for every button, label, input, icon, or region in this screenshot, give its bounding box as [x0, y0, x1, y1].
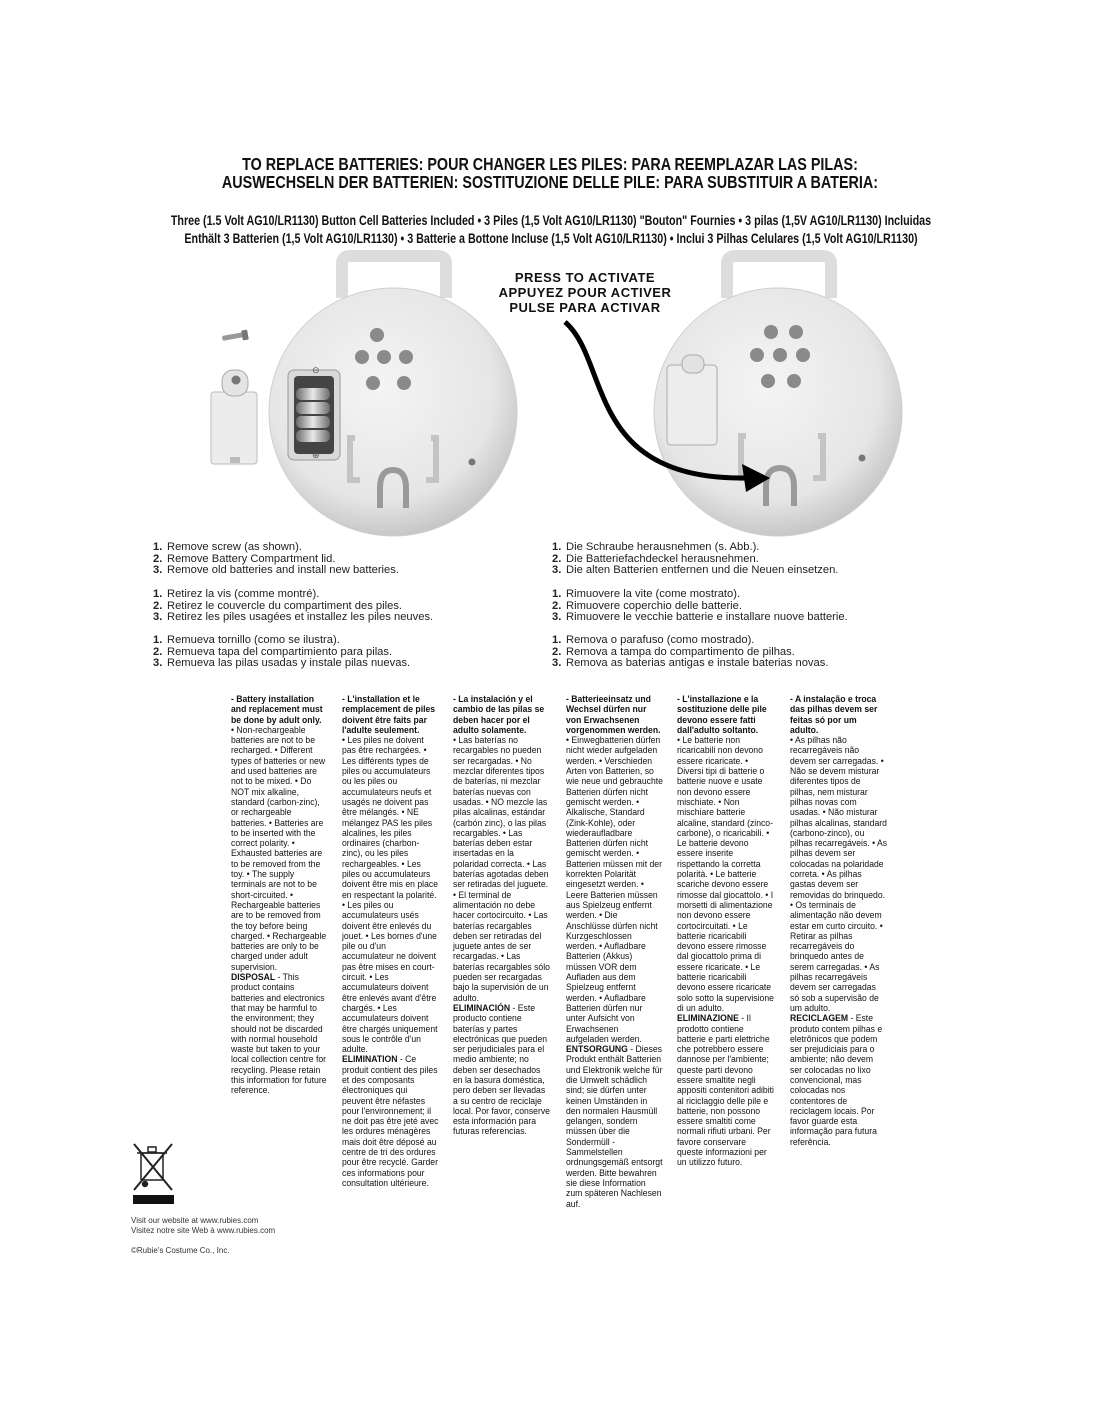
warning-column-portuguese: - A instalação e troca das pilhas devem ser feitas só por um adulto. • As pilhas não recarregáveis não devem ser carregadas. • Não se devem misturar diferentes tipos de pilhas, nem misturar pilhas novas com usadas. • Não misturar pilhas alcalinas, standard (carbono-zinco), ou pilhas recarregáveis. • As pilhas devem ser colocadas na polaridade correta. • As pilhas gastas devem ser removidas do brinquedo. • Os terminais de alimentação não devem estar em curto circuito. • Retirar as pilhas recarregáveis do brinquedo antes de serem carregadas. • As pilhas recarregáveis devem ser carregadas só sob a supervisão de um adulto. RECICLAGEM - Este produto contem pilhas e eletrônicos que podem ser prejudiciais para o ambiente; não devem ser colocadas no lixo convencional, mas colocadas nos contentores de reciclagem locais. Por favor guarde esta informação para futura referência.: [790, 694, 888, 1148]
steps-italian: 1. Rimuovere la vite (come mostrato). 2. Rimuovere coperchio delle batterie. 3. Rimuovere le vecchie batterie e installare nuove batterie.: [552, 588, 848, 623]
press-to-activate-label: PRESS TO ACTIVATE APPUYEZ POUR ACTIVER PULSE PARA ACTIVAR: [498, 270, 672, 316]
website-note: Visit our website at www.rubies.com Visitez notre site Web à www.rubies.com: [131, 1216, 276, 1235]
warning-column-french: - L'installation et le remplacement de piles doivent être faits par l'adulte seulement. • Les piles ne doivent pas être rechargées. • Les différents types de piles ou accumulateurs ou les piles ou accumulateurs neufs et usagés ne doivent pas être mélangés. • NE mélangez PAS les piles alcalines, les piles ordinaires (charbon-zinc), ou les piles rechargeables. • Les piles ou accumulateurs doivent être mis en place en respectant la polarité. • Les piles ou accumulateurs usés doivent être enlevés du jouet. • Les bornes d'une pile ou d'un accumulateur ne doivent pas être mises en court-circuit. • Les accumulateurs doivent être enlevés avant d'être chargés. • Les accumulateurs doivent être chargés uniquement sous le contrôle d'un adulte. ELIMINATION - Ce produit contient des piles et des composants électroniques qui peuvent être néfastes pour l'environnement; il ne doit pas être jeté avec les ordures ménagères mais doit être déposé au centre de tri des ordures pour être recyclé. Garder ces informations pour consultation ultérieure.: [342, 694, 439, 1189]
warning-column-italian: - L'installazione e la sostituzione delle pile devono essere fatti dall'adulto soltanto. • Le batterie non ricaricabili non devono essere ricaricate. • Diversi tipi di batterie o batterie nuove e usate non devono essere mischiate. • Non mischiare batterie alcaline, standard (zinco-carbone), o ricaricabili. • Le batterie devono essere inserite rispettando la corretta polarità. • Le batterie scariche devono essere rimosse dal giocattolo. • I morsetti di alimentazione non devono essere cortocircuitati. • Le batterie ricaricabili devono essere rimosse dal giocattolo prima di essere ricaricate. • Le batterie ricaricabili devono essere ricaricate solo sotto la supervisione di un adulto. ELIMINAZIONE - Il prodotto contiene batterie e parti elettriche che potrebbero essere dannose per l'ambiente; queste parti devono essere smaltite negli appositi contenitori adibiti al riciclaggio delle pile e batterie, non possono essere smaltiti come normali rifiuti urbani. Per favore conservare queste informazioni per un utilizzo futuro.: [677, 694, 774, 1169]
device-closed: [654, 256, 902, 536]
warning-column-english: - Battery installation and replacement must be done by adult only. • Non-rechargeable batteries are not to be recharged. • Different types of batteries or new and used batteries are not to be mixed. • Do NOT mix alkaline, standard (carbon-zinc), or rechargeable batteries. • Batteries are to be inserted with the correct polarity. • Exhausted batteries are to be removed from the toy. • The supply terminals are not to be short-circuited. • Rechargeable batteries are to be removed from the toy before being charged. • Rechargeable batteries are only to be charged under adult supervision. DISPOSAL - This product contains batteries and electronics that may be harmful to the environment; they should not be discarded with normal household waste but taken to your local collection centre for recycling. Please retain this information for future reference.: [231, 694, 327, 1097]
battery-lid-icon: [211, 370, 257, 464]
subtitle-line-2: Enthält 3 Batterien (1,5 Volt AG10/LR1130) • 3 Batterie a Bottone Incluse (1,5 Volt AG10/LR1130) • Inclui 3 Pilhas Celulares (1,5 Volt AG10/LR1130): [184, 231, 918, 246]
title-line-1: TO REPLACE BATTERIES: POUR CHANGER LES PILES: PARA REEMPLAZAR LAS PILAS:: [242, 154, 858, 174]
plus-symbol: ⊕: [312, 451, 320, 461]
copyright: ©Rubie's Costume Co., Inc.: [131, 1246, 230, 1255]
steps-portuguese: 1. Remova o parafuso (como mostrado). 2. Remova a tampa do compartimento de pilhas. 3. Remova as baterias antigas e instale baterias novas.: [552, 634, 829, 669]
minus-symbol: ⊖: [312, 366, 320, 376]
steps-english: 1. Remove screw (as shown). 2. Remove Battery Compartment lid. 3. Remove old batteries and install new batteries.: [153, 541, 399, 576]
warning-column-spanish: - La instalación y el cambio de las pilas se deben hacer por el adulto solamente. • Las baterías no recargables no pueden ser recargadas. • No mezclar diferentes tipos de baterías, ni mezclar baterías nuevas con usadas. • NO mezcle las pilas alcalinas, estándar (carbón zinc), o las pilas recargables. • Las baterías deben estar insertadas en la polaridad correcta. • Las baterías agotadas deben ser retiradas del juguete. • El terminal de alimentación no debe hacer cortocircuito. • Las baterías recargables deben ser retiradas del juguete antes de ser recargadas. • Las baterías recargables sólo pueden ser recargadas bajo la supervisión de un adulto. ELIMINACIÓN - Este producto contiene baterías y partes electrónicas que pueden ser perjudiciales para el medio ambiente; no deben ser desechados en la basura doméstica, pero deben ser llevadas a su centro de reciclaje local. Por favor, conserve esta información para futuras referencias.: [453, 694, 550, 1138]
crossed-out-wheelie-bin-icon: [133, 1144, 174, 1204]
subtitle-line-1: Three (1.5 Volt AG10/LR1130) Button Cell Batteries Included • 3 Piles (1,5 Volt AG10/LR1130) "Bouton" Fournies • 3 pilas (1,5V AG10/LR1130) Incluidas: [170, 213, 932, 228]
warning-column-german: - Batterieeinsatz und Wechsel dürfen nur von Erwachsenen vorgenommen werden. • Einwegbatterien dürfen nicht wieder aufgeladen werden. • Verschieden Arten von Batterien, so wie neue und gebrauchte Batterien dürfen nicht gemischt werden. • Alkalische, Standard (Zink-Kohle), oder wiederaufladbare Batterien dürfen nicht gemischt werden. • Batterien müssen mit der korrekten Polarität eingesetzt werden. • Leere Batterien müssen aus Spielzeug entfernt werden. • Die Anschlüsse dürfen nicht Kurzgeschlossen werden. • Aufladbare Batterien (Akkus) müssen VOR dem Aufladen aus dem Spielzeug entfernt werden. • Aufladbare Batterien dürfen nur unter Aufsicht von Erwachsenen aufgeladen werden. ENTSORGUNG - Dieses Produkt enthält Batterien und Elektronik welche für die Umwelt schädlich sind; sie dürfen unter keinen Umständen in den normalen Hausmüll gelangen, sondern müssen über die Sondermüll - Sammelstellen ordnungsgemäß entsorgt werden. Bitte bewahren sie diese Information zum späteren Nachlesen auf.: [566, 694, 663, 1210]
steps-french: 1. Retirez la vis (comme montré). 2. Retirez le couvercle du compartiment des piles. 3. Retirez les piles usagées et installez les piles neuves.: [153, 588, 434, 623]
screw-icon: [222, 330, 249, 341]
title-line-2: AUSWECHSELN DER BATTERIEN: SOSTITUZIONE DELLE PILE: PARA SUBSTITUIR A BATERIA:: [221, 172, 879, 192]
steps-german: 1. Die Schraube herausnehmen (s. Abb.). 2. Die Batteriefachdeckel herausnehmen. 3. Die alten Batterien entfernen und die Neuen einsetzen.: [552, 541, 839, 576]
steps-spanish: 1. Remueva tornillo (como se ilustra). 2. Remueva tapa del compartimiento para pilas. 3. Remueva las pilas usadas y instale pilas nuevas.: [153, 634, 411, 669]
